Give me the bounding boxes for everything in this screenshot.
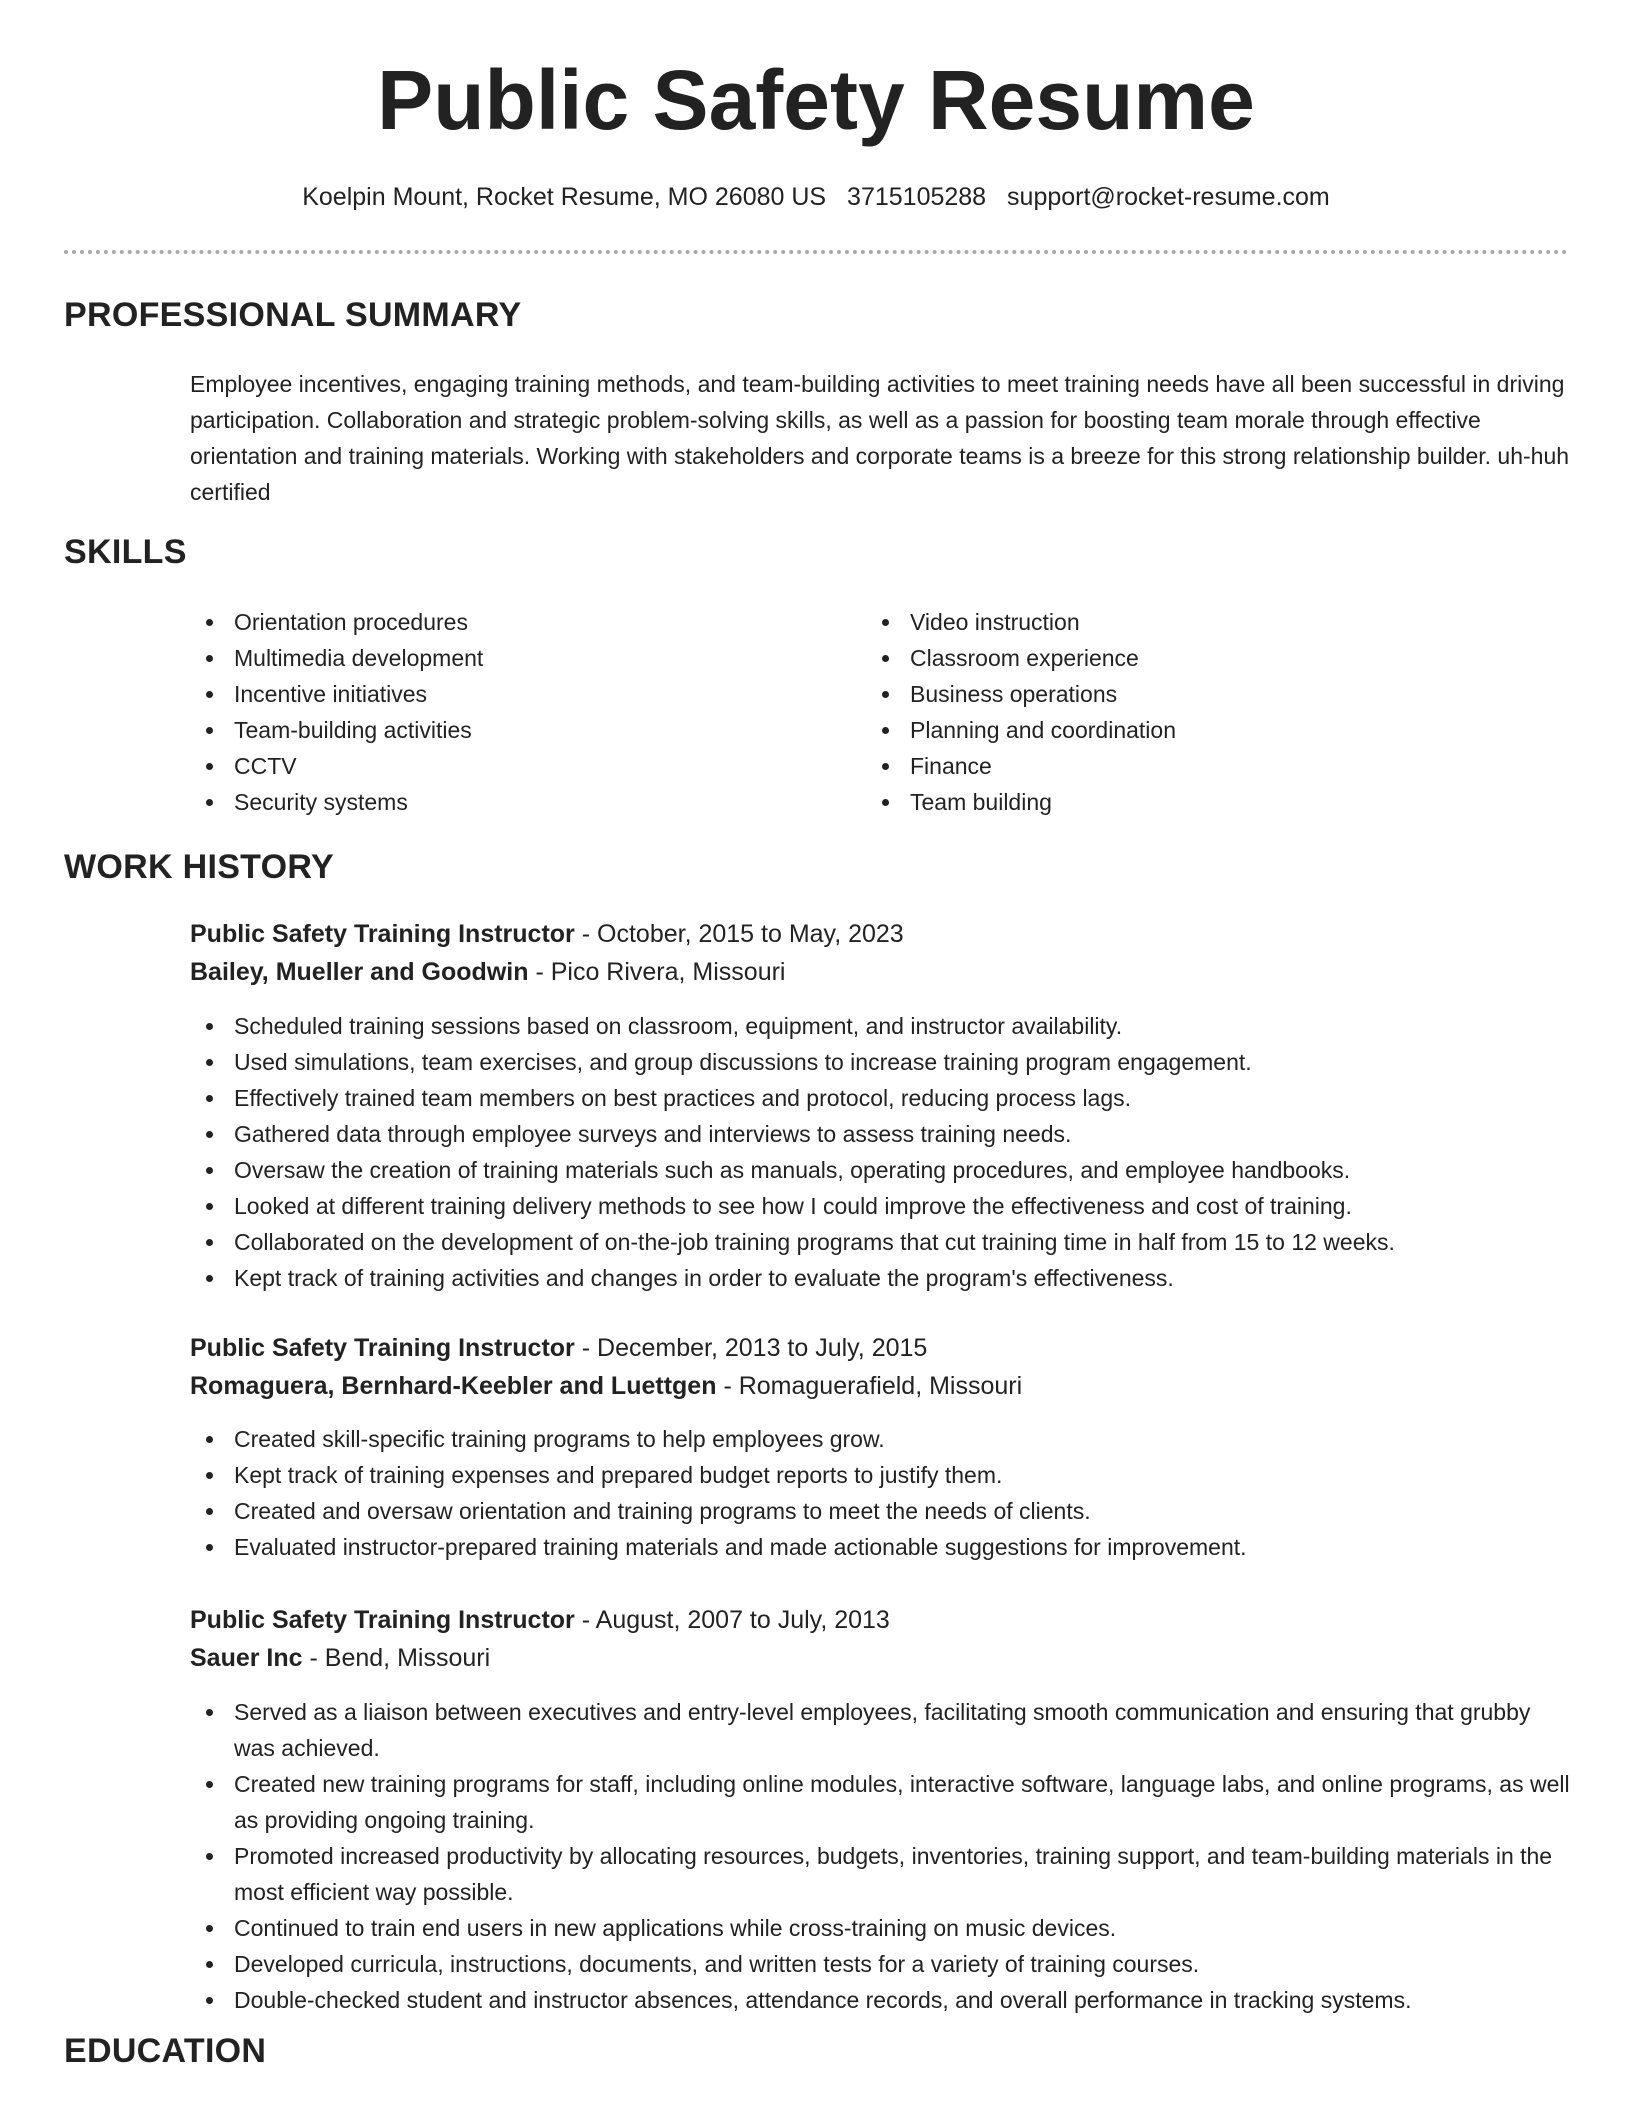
skill-item: Planning and coordination bbox=[866, 712, 1506, 748]
skill-item: Finance bbox=[866, 748, 1506, 784]
job-company-line bbox=[190, 1639, 1570, 1677]
section-title-skills: SKILLS bbox=[64, 533, 187, 571]
job-dates: - December, 2013 to July, 2015 bbox=[581, 1334, 928, 1362]
job-location: - Romaguerafield, Missouri bbox=[723, 1372, 1023, 1400]
job-bullet: Kept track of training activities and changes in order to evaluate the program's effectiveness. bbox=[190, 1260, 1575, 1296]
job-title: Public Safety Training Instructor bbox=[190, 1606, 575, 1634]
job-dates: - August, 2007 to July, 2013 bbox=[581, 1606, 890, 1634]
job-title: Public Safety Training Instructor bbox=[190, 1334, 575, 1362]
job-location: - Bend, Missouri bbox=[309, 1644, 491, 1672]
job-location: - Pico Rivera, Missouri bbox=[535, 958, 786, 986]
job-company: Bailey, Mueller and Goodwin bbox=[190, 958, 529, 986]
summary-text: Employee incentives, engaging training methods, and team-building activities to meet training needs have all been successful in driving participation. Collaboration and strategic problem-solving skills, as well as a passion for boosting team morale through effective orientation and training materials. Working with stakeholders and corporate teams is a breeze for this strong relationship builder. uh-huh certified bbox=[190, 371, 1570, 505]
contact-email: support@rocket-resume.com bbox=[1007, 183, 1330, 211]
job-bullets bbox=[190, 1421, 1575, 1565]
skill-item: CCTV bbox=[190, 748, 830, 784]
job-bullet: Created skill-specific training programs to help employees grow. bbox=[190, 1421, 1575, 1457]
job-company-line bbox=[190, 1367, 1570, 1405]
job-bullet: Oversaw the creation of training materials such as manuals, operating procedures, and employee handbooks. bbox=[190, 1152, 1575, 1188]
job-bullet: Served as a liaison between executives and entry-level employees, facilitating smooth communication and ensuring that grubby was achieved. bbox=[190, 1694, 1575, 1766]
contact-phone: 3715105288 bbox=[847, 183, 987, 211]
skill-item: Video instruction bbox=[866, 604, 1506, 640]
job-company: Sauer Inc bbox=[190, 1644, 303, 1672]
resume-name: Public Safety Resume bbox=[377, 53, 1255, 147]
job-bullet: Double-checked student and instructor absences, attendance records, and overall performance in tracking systems. bbox=[190, 1982, 1575, 2018]
job-bullets bbox=[190, 1008, 1575, 1296]
job-bullets bbox=[190, 1694, 1575, 2018]
skill-item: Classroom experience bbox=[866, 640, 1506, 676]
job-bullet: Looked at different training delivery methods to see how I could improve the effectiveness and cost of training. bbox=[190, 1188, 1575, 1224]
job-bullet: Kept track of training expenses and prepared budget reports to justify them. bbox=[190, 1457, 1575, 1493]
job-bullet: Effectively trained team members on best practices and protocol, reducing process lags. bbox=[190, 1080, 1575, 1116]
job-title-line bbox=[190, 915, 1570, 953]
section-title-work: WORK HISTORY bbox=[64, 848, 334, 886]
skill-item: Business operations bbox=[866, 676, 1506, 712]
skill-item: Team building bbox=[866, 784, 1506, 820]
section-title-education: EDUCATION bbox=[64, 2032, 267, 2070]
job-title: Public Safety Training Instructor bbox=[190, 920, 575, 948]
job-bullet: Gathered data through employee surveys and interviews to assess training needs. bbox=[190, 1116, 1575, 1152]
job-bullet: Created and oversaw orientation and training programs to meet the needs of clients. bbox=[190, 1493, 1575, 1529]
skill-item: Security systems bbox=[190, 784, 830, 820]
job-bullet: Scheduled training sessions based on classroom, equipment, and instructor availability. bbox=[190, 1008, 1575, 1044]
header-divider bbox=[64, 250, 1568, 254]
skills-list-right bbox=[866, 604, 1506, 820]
skill-item: Team-building activities bbox=[190, 712, 830, 748]
skill-item: Orientation procedures bbox=[190, 604, 830, 640]
job-company-line bbox=[190, 953, 1570, 991]
job-bullet: Continued to train end users in new applications while cross-training on music devices. bbox=[190, 1910, 1575, 1946]
contact-address: Koelpin Mount, Rocket Resume, MO 26080 US bbox=[302, 183, 827, 211]
job-bullet: Created new training programs for staff, including online modules, interactive software, language labs, and online programs, as well as providing ongoing training. bbox=[190, 1766, 1575, 1838]
contact-line bbox=[0, 183, 1632, 212]
section-title-summary: PROFESSIONAL SUMMARY bbox=[64, 296, 522, 334]
job-bullet: Developed curricula, instructions, documents, and written tests for a variety of training courses. bbox=[190, 1946, 1575, 1982]
job-bullet: Used simulations, team exercises, and group discussions to increase training program engagement. bbox=[190, 1044, 1575, 1080]
job-bullet: Promoted increased productivity by allocating resources, budgets, inventories, training support, and team-building materials in the most efficient way possible. bbox=[190, 1838, 1575, 1910]
job-title-line bbox=[190, 1329, 1570, 1367]
job-dates: - October, 2015 to May, 2023 bbox=[581, 920, 904, 948]
job-company: Romaguera, Bernhard-Keebler and Luettgen bbox=[190, 1372, 717, 1400]
job-bullet: Evaluated instructor-prepared training materials and made actionable suggestions for improvement. bbox=[190, 1529, 1575, 1565]
job-bullet: Collaborated on the development of on-the-job training programs that cut training time in half from 15 to 12 weeks. bbox=[190, 1224, 1575, 1260]
skills-list-left bbox=[190, 604, 830, 820]
job-title-line bbox=[190, 1601, 1570, 1639]
skill-item: Incentive initiatives bbox=[190, 676, 830, 712]
skill-item: Multimedia development bbox=[190, 640, 830, 676]
